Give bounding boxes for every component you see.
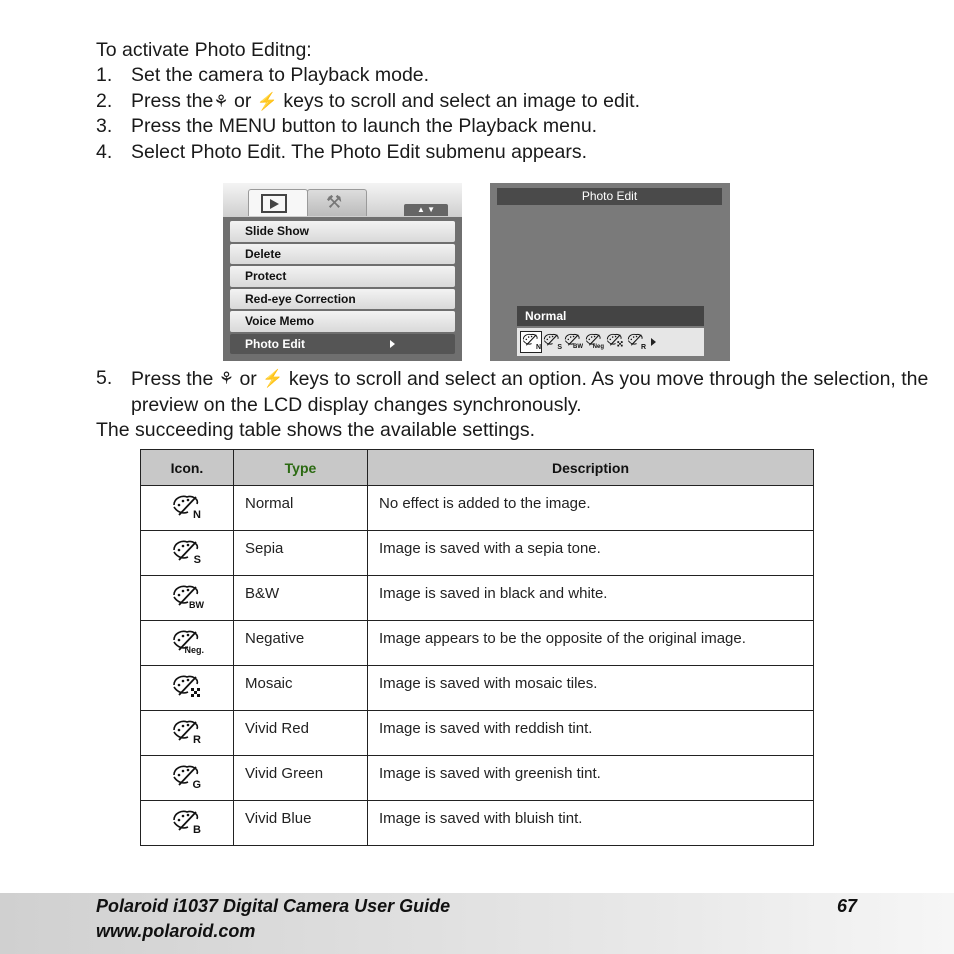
description-cell: Image is saved with greenish tint.: [368, 756, 814, 801]
table-body: [141, 486, 814, 846]
tab-playback[interactable]: [248, 189, 308, 216]
type-cell: B&W: [234, 576, 368, 621]
effect-badge: B: [193, 824, 201, 836]
header-icon: Icon.: [141, 450, 234, 486]
photo-effect-icon[interactable]: [626, 332, 646, 352]
table-row: [141, 531, 814, 576]
type-cell: Normal: [234, 486, 368, 531]
type-cell: Negative: [234, 621, 368, 666]
step-text: Press the MENU button to launch the Playback menu.: [131, 115, 598, 137]
effect-badge: N: [193, 509, 201, 521]
flash-bolt-icon: ⚡: [262, 369, 284, 388]
table-row: [141, 666, 814, 711]
photo-effect-icon[interactable]: [563, 332, 583, 352]
type-cell: Sepia: [234, 531, 368, 576]
table-row: [141, 576, 814, 621]
photo-effect-icon[interactable]: [521, 332, 541, 352]
step-3: [96, 114, 640, 140]
up-down-arrows-icon: ▲ ▼: [404, 204, 448, 216]
photo-edit-icon-strip: [517, 328, 704, 356]
type-cell: Vivid Red: [234, 711, 368, 756]
tab-setup[interactable]: [307, 189, 367, 216]
macro-tulip-icon: ⚘: [218, 369, 235, 388]
step-number: 5.: [96, 367, 113, 389]
type-cell: Mosaic: [234, 666, 368, 711]
menu-item-slide-show[interactable]: Slide Show: [230, 221, 455, 242]
step-text-pre: Press the: [131, 368, 219, 390]
table-row: [141, 756, 814, 801]
table-intro: The succeeding table shows the available settings.: [96, 419, 536, 441]
step-text: Set the camera to Playback mode.: [131, 64, 430, 86]
effect-badge: S: [557, 344, 562, 351]
menu-item-voice-memo[interactable]: Voice Memo: [230, 311, 455, 332]
photo-effect-icon[interactable]: [605, 332, 625, 352]
description-cell: Image is saved with mosaic tiles.: [368, 666, 814, 711]
table-row: [141, 801, 814, 846]
step-text: [131, 366, 954, 418]
photo-effect-icon: [170, 808, 204, 834]
description-cell: No effect is added to the image.: [368, 486, 814, 531]
photo-edit-header: Photo Edit: [497, 188, 722, 205]
icon-cell: [141, 486, 234, 531]
intro-heading: To activate Photo Editng:: [96, 39, 312, 61]
type-cell: Vivid Green: [234, 756, 368, 801]
wrench-icon: ⚒: [326, 192, 343, 212]
photo-effect-icon: [170, 718, 204, 744]
effect-badge: Neg: [592, 344, 604, 350]
play-icon: [261, 194, 287, 213]
menu-item-photo-edit[interactable]: Photo Edit: [230, 334, 455, 355]
effect-badge: BW: [573, 344, 583, 350]
settings-table: [140, 449, 814, 846]
effect-badge: N: [535, 344, 541, 351]
description-cell: Image is saved with reddish tint.: [368, 711, 814, 756]
menu-item-protect[interactable]: Protect: [230, 266, 455, 287]
photo-effect-icon: [170, 628, 204, 654]
page-number: 67: [837, 896, 858, 916]
type-cell: Vivid Blue: [234, 801, 368, 846]
header-type: Type: [234, 450, 368, 486]
step-text-post: keys to scroll and select an image to edit.: [277, 89, 641, 112]
step-1: [96, 63, 640, 89]
lcd-menu-list: [230, 221, 455, 356]
effect-badge: R: [193, 734, 201, 746]
step-or: or: [234, 368, 263, 390]
icon-cell: [141, 711, 234, 756]
photo-effect-icon[interactable]: [584, 332, 604, 352]
table-row: [141, 621, 814, 666]
footer-url: www.polaroid.com: [96, 921, 256, 941]
photo-edit-option-label: Normal: [517, 306, 704, 326]
step-number: 4.: [96, 140, 113, 163]
photo-effect-icon: [170, 538, 204, 564]
arrow-right-icon[interactable]: [651, 338, 656, 346]
step-number: 1.: [96, 64, 113, 86]
table-row: [141, 711, 814, 756]
step-4: [96, 140, 640, 166]
lcd-tab-strip: [223, 183, 462, 217]
photo-effect-icon: [170, 583, 204, 609]
icon-cell: [141, 531, 234, 576]
description-cell: Image appears to be the opposite of the original image.: [368, 621, 814, 666]
steps-list: [96, 63, 640, 165]
step-text: Select Photo Edit. The Photo Edit submenu appears.: [131, 140, 588, 163]
step-text-post: keys to scroll and select an option. As you move through the selection, the preview on the LCD display changes synchronously.: [131, 368, 929, 416]
menu-item-red-eye-correction[interactable]: Red-eye Correction: [230, 289, 455, 310]
photo-effect-icon: [170, 763, 204, 789]
step-number: 2.: [96, 89, 113, 112]
step-5-block: [96, 366, 954, 444]
effect-badge: BW: [189, 600, 204, 610]
icon-cell: [141, 576, 234, 621]
icon-cell: [141, 666, 234, 711]
flash-bolt-icon: ⚡: [256, 91, 278, 111]
effect-badge: Neg.: [184, 645, 204, 655]
photo-effect-icon[interactable]: [542, 332, 562, 352]
menu-item-delete[interactable]: Delete: [230, 244, 455, 265]
effect-badge: G: [192, 779, 201, 791]
table-header-row: [141, 450, 814, 486]
icon-cell: [141, 801, 234, 846]
effect-badge: R: [640, 344, 646, 351]
step-text: Press the: [131, 89, 214, 112]
header-description: Description: [368, 450, 814, 486]
step-5: [96, 366, 954, 418]
step-2: [96, 89, 640, 115]
macro-tulip-icon: ⚘: [213, 91, 229, 111]
lcd-playback-menu: [223, 183, 462, 361]
description-cell: Image is saved in black and white.: [368, 576, 814, 621]
photo-effect-icon: [170, 673, 204, 699]
icon-cell: [141, 621, 234, 666]
effect-badge: S: [193, 554, 201, 566]
step-number: 3.: [96, 115, 113, 137]
icon-cell: [141, 756, 234, 801]
footer-title: Polaroid i1037 Digital Camera User Guide: [96, 896, 451, 916]
table-row: [141, 486, 814, 531]
description-cell: Image is saved with a sepia tone.: [368, 531, 814, 576]
photo-effect-icon: [170, 493, 204, 519]
description-cell: Image is saved with bluish tint.: [368, 801, 814, 846]
step-or: or: [228, 89, 257, 112]
lcd-photo-edit: [490, 183, 730, 361]
